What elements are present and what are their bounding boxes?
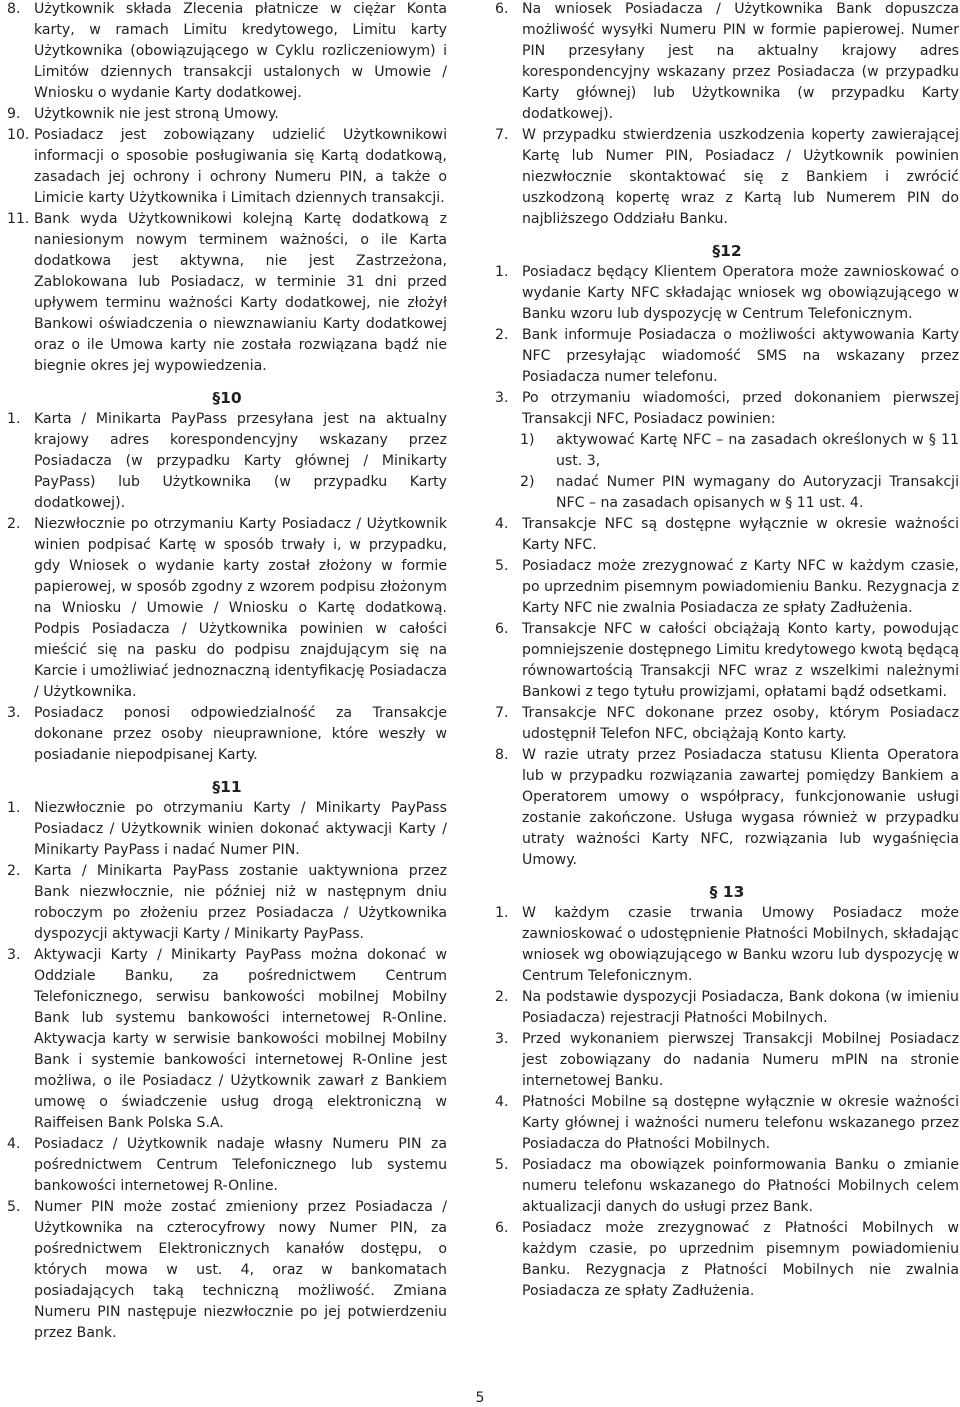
item-text: W razie utraty przez Posiadacza statusu Klienta Operatora lub w przypadku rozwiązania zawartej pomiędzy Bankiem a Operatorem umowy o współpracy, funkcjonowanie usługi zostanie zakończone. Usługa wygasa również w przypadku utraty ważności Karty NFC, rozwiązania lub wygaśnięcia Umowy. [522, 747, 959, 868]
list-section-11 [7, 798, 447, 1344]
item-number: 8. [7, 1, 21, 17]
item-text: Transakcje NFC dokonane przez osoby, którym Posiadacz udostępnił Telefon NFC, obciążają Konto karty. [522, 705, 959, 742]
item-text: Posiadacz może zrezygnować z Płatności Mobilnych w każdym czasie, po uprzednim pisemnym powiadomieniu Banku. Rezygnacja z Płatności Mobilnych nie zwalnia Posiadacza ze spłaty Zadłużenia. [522, 1220, 959, 1299]
list-section-12-sub [495, 430, 959, 514]
item-text: Bank wyda Użytkownikowi kolejną Kartę dodatkową z naniesionym nowym terminem ważności, o ile Karta dodatkowa jest aktywna, nie jest Zastrzeżona, Zablokowana lub Posiadacz, w terminie 31 dni przed upływem terminu ważności Karty dodatkowej, nie złożył Bankowi oświadczenia o niewznawianiu Karty dodatkowej oraz o ile Umowa karty nie została rozwiązana bądź nie biegnie okres jej wypowiedzenia. [34, 211, 447, 374]
item-number: 7. [495, 127, 509, 143]
list-section-12b [495, 514, 959, 871]
sub-list-item [520, 430, 959, 472]
list-item [495, 1092, 959, 1155]
item-text: Bank informuje Posiadacza o możliwości aktywowania Karty NFC przesyłając wiadomość SMS na wskazany przez Posiadacza numer telefonu. [522, 327, 959, 385]
list-item [7, 703, 447, 766]
item-text: Posiadacz jest zobowiązany udzielić Użytkownikowi informacji o sposobie posługiwania się Kartą dodatkową, zasadach jej ochrony i ochrony Numeru PIN, a także o Limicie karty Użytkownika i Limitach dziennych transakcji. [34, 127, 447, 206]
list-item [495, 745, 959, 871]
list-item [495, 125, 959, 230]
item-number: 2) [520, 474, 535, 490]
list-item [495, 0, 959, 125]
list-item [495, 619, 959, 703]
item-text: Posiadacz będący Klientem Operatora może zawnioskować o wydanie Karty NFC składając wniosek wg obowiązującego w Banku wzoru lub dyspozycję w Centrum Telefonicznym. [522, 264, 959, 322]
list-item [7, 0, 447, 104]
item-number: 5. [7, 1199, 21, 1215]
list-item [495, 1218, 959, 1302]
section-heading-13: § 13 [709, 883, 745, 901]
section-heading-12: §12 [712, 242, 742, 260]
item-text: aktywować Kartę NFC – na zasadach określonych w § 11 ust. 3, [556, 432, 959, 469]
page-number: 5 [475, 1390, 485, 1406]
item-number: 2. [495, 989, 509, 1005]
list-item [7, 1134, 447, 1197]
list-item [495, 1029, 959, 1092]
item-number: 4. [7, 1136, 21, 1152]
right-column [495, 0, 959, 1302]
list-item [495, 514, 959, 556]
list-item [7, 861, 447, 945]
item-number: 2. [7, 863, 21, 879]
item-text: Po otrzymaniu wiadomości, przed dokonaniem pierwszej Transakcji NFC, Posiadacz powinien: [522, 390, 959, 427]
list-item [7, 1197, 447, 1344]
list-item [7, 945, 447, 1134]
section-heading-11: §11 [212, 778, 242, 796]
item-text: Posiadacz ma obowiązek poinformowania Banku o zmianie numeru telefonu wskazanego do Płatności Mobilnych celem aktualizacji danych do usługi przez Bank. [522, 1157, 959, 1215]
list-section-12a [495, 262, 959, 430]
item-text: W każdym czasie trwania Umowy Posiadacz może zawnioskować o udostępnienie Płatności Mobilnych, składając wniosek wg obowiązującego w Banku wzoru lub dyspozycję w Centrum Telefonicznym. [522, 905, 959, 984]
list-top-right [495, 0, 959, 230]
list-section-10 [7, 409, 447, 766]
list-item [495, 987, 959, 1029]
item-number: 6. [495, 1, 509, 17]
item-text: Numer PIN może zostać zmieniony przez Posiadacza / Użytkownika na czterocyfrowy nowy Numer PIN, za pośrednictwem Elektronicznych kanałów dostępu, o których mowa w ust. 4, oraz w bankomatach posiadających taką techniczną możliwość. Zmiana Numeru PIN następuje niezwłocznie po jej potwierdzeniu przez Bank. [34, 1199, 447, 1341]
list-section-13 [495, 903, 959, 1302]
list-item [7, 104, 447, 125]
sub-list-item [520, 472, 959, 514]
list-item [7, 209, 447, 377]
item-text: Karta / Minikarta PayPass zostanie uaktywniona przez Bank niezwłocznie, nie później niż w następnym dniu roboczym po złożeniu przez Posiadacza / Użytkownika dyspozycji aktywacji Karty / Minikarty PayPass. [34, 863, 447, 942]
item-number: 1. [7, 411, 21, 427]
item-number: 1) [520, 432, 535, 448]
item-text: Użytkownik nie jest stroną Umowy. [34, 106, 279, 122]
item-text: Posiadacz / Użytkownik nadaje własny Numeru PIN za pośrednictwem Centrum Telefonicznego lub systemu bankowości internetowej R-Online. [34, 1136, 447, 1194]
list-item [7, 125, 447, 209]
item-text: Płatności Mobilne są dostępne wyłącznie w okresie ważności Karty głównej i ważności numeru telefonu wskazanego przez Posiadacza do Płatności Mobilnych. [522, 1094, 959, 1152]
list-item [495, 262, 959, 325]
item-number: 3. [495, 1031, 509, 1047]
list-item [495, 388, 959, 430]
item-number: 1. [495, 264, 509, 280]
list-item [495, 556, 959, 619]
item-number: 11. [7, 211, 30, 227]
item-number: 3. [495, 390, 509, 406]
item-number: 2. [7, 516, 21, 532]
item-text: Przed wykonaniem pierwszej Transakcji Mobilnej Posiadacz jest zobowiązany do nadania Numeru mPIN na stronie internetowej Banku. [522, 1031, 959, 1089]
item-number: 8. [495, 747, 509, 763]
section-heading-10: §10 [212, 389, 242, 407]
item-text: Niezwłocznie po otrzymaniu Karty Posiadacz / Użytkownik winien podpisać Kartę w sposób trwały i, w przypadku, gdy Wniosek o wydanie karty został złożony w formie papierowej, w sposób zgodny z wzorem podpisu złożonym na Wniosku / Umowie / Wniosku o Kartę dodatkową. Podpis Posiadacza / Użytkownika powinien w całości mieścić się na pasku do podpisu znajdującym się na Karcie i umożliwiać jednoznaczną identyfikację Posiadacza / Użytkownika. [34, 516, 447, 700]
item-text: Niezwłocznie po otrzymaniu Karty / Minikarty PayPass Posiadacz / Użytkownik winien dokonać aktywacji Karty / Minikarty PayPass i nadać Numer PIN. [34, 800, 447, 858]
list-item [495, 903, 959, 987]
item-number: 5. [495, 558, 509, 574]
item-number: 4. [495, 1094, 509, 1110]
list-item [7, 409, 447, 514]
item-text: Posiadacz może zrezygnować z Karty NFC w każdym czasie, po uprzednim pisemnym powiadomieniu Banku. Rezygnacja z Karty NFC nie zwalnia Posiadacza ze spłaty Zadłużenia. [522, 558, 959, 616]
item-number: 4. [495, 516, 509, 532]
item-text: Posiadacz ponosi odpowiedzialność za Transakcje dokonane przez osoby nieuprawnione, które weszły w posiadanie niepodpisanej Karty. [34, 705, 447, 763]
item-text: Na podstawie dyspozycji Posiadacza, Bank dokona (w imieniu Posiadacza) rejestracji Płatności Mobilnych. [522, 989, 959, 1026]
item-number: 9. [7, 106, 21, 122]
list-item [495, 703, 959, 745]
item-number: 10. [7, 127, 30, 143]
item-number: 2. [495, 327, 509, 343]
item-number: 1. [7, 800, 21, 816]
item-text: W przypadku stwierdzenia uszkodzenia koperty zawierającej Kartę lub Numer PIN, Posiadacz / Użytkownik powinien niezwłocznie skontaktować się z Bankiem i zwrócić uszkodzoną kopertę wraz z Kartą lub Numerem PIN do najbliższego Oddziału Banku. [522, 127, 959, 227]
item-number: 3. [7, 947, 21, 963]
item-text: Karta / Minikarta PayPass przesyłana jest na aktualny krajowy adres korespondencyjny wskazany przez Posiadacza (w przypadku Karty głównej / Minikarty PayPass) lub Użytkownika (w przypadku Karty dodatkowej). [34, 411, 447, 511]
list-item [7, 798, 447, 861]
item-text: Na wniosek Posiadacza / Użytkownika Bank dopuszcza możliwość wysyłki Numeru PIN w formie papierowej. Numer PIN przesyłany jest na aktualny krajowy adres korespondencyjny wskazany przez Posiadacza (w przypadku Karty głównej) lub Użytkownika (w przypadku Karty dodatkowej). [522, 1, 959, 122]
item-text: Użytkownik składa Zlecenia płatnicze w ciężar Konta karty, w ramach Limitu kredytowego, Limitu karty Użytkownika (obowiązującego w Cyklu rozliczeniowym) i Limitów dziennych transakcji ustalonych w Umowie / Wniosku o wydanie Karty dodatkowej. [34, 1, 447, 101]
item-text: Transakcje NFC są dostępne wyłącznie w okresie ważności Karty NFC. [522, 516, 959, 553]
item-number: 5. [495, 1157, 509, 1173]
item-number: 6. [495, 1220, 509, 1236]
list-item [495, 1155, 959, 1218]
left-column [7, 0, 447, 1344]
item-number: 1. [495, 905, 509, 921]
item-text: nadać Numer PIN wymagany do Autoryzacji Transakcji NFC – na zasadach opisanych w § 11 ust. 4. [556, 474, 959, 511]
list-item [495, 325, 959, 388]
list-top [7, 0, 447, 377]
item-text: Aktywacji Karty / Minikarty PayPass można dokonać w Oddziale Banku, za pośrednictwem Centrum Telefonicznego, serwisu bankowości mobilnej Mobilny Bank lub systemu bankowości internetowej R-Online. Aktywacja karty w serwisie bankowości mobilnej Mobilny Bank i systemie bankowości internetowej R-Online jest możliwa, o ile Posiadacz / Użytkownik zawarł z Bankiem umowę o świadczenie usług drogą elektroniczną w Raiffeisen Bank Polska S.A. [34, 947, 447, 1131]
item-number: 7. [495, 705, 509, 721]
item-number: 3. [7, 705, 21, 721]
item-text: Transakcje NFC w całości obciążają Konto karty, powodując pomniejszenie dostępnego Limitu kredytowego kwotą będącą równowartością Transakcji NFC wraz z wszelkimi należnymi Bankowi z tego tytułu prowizjami, opłatami bądź odsetkami. [522, 621, 959, 700]
item-number: 6. [495, 621, 509, 637]
list-item [7, 514, 447, 703]
